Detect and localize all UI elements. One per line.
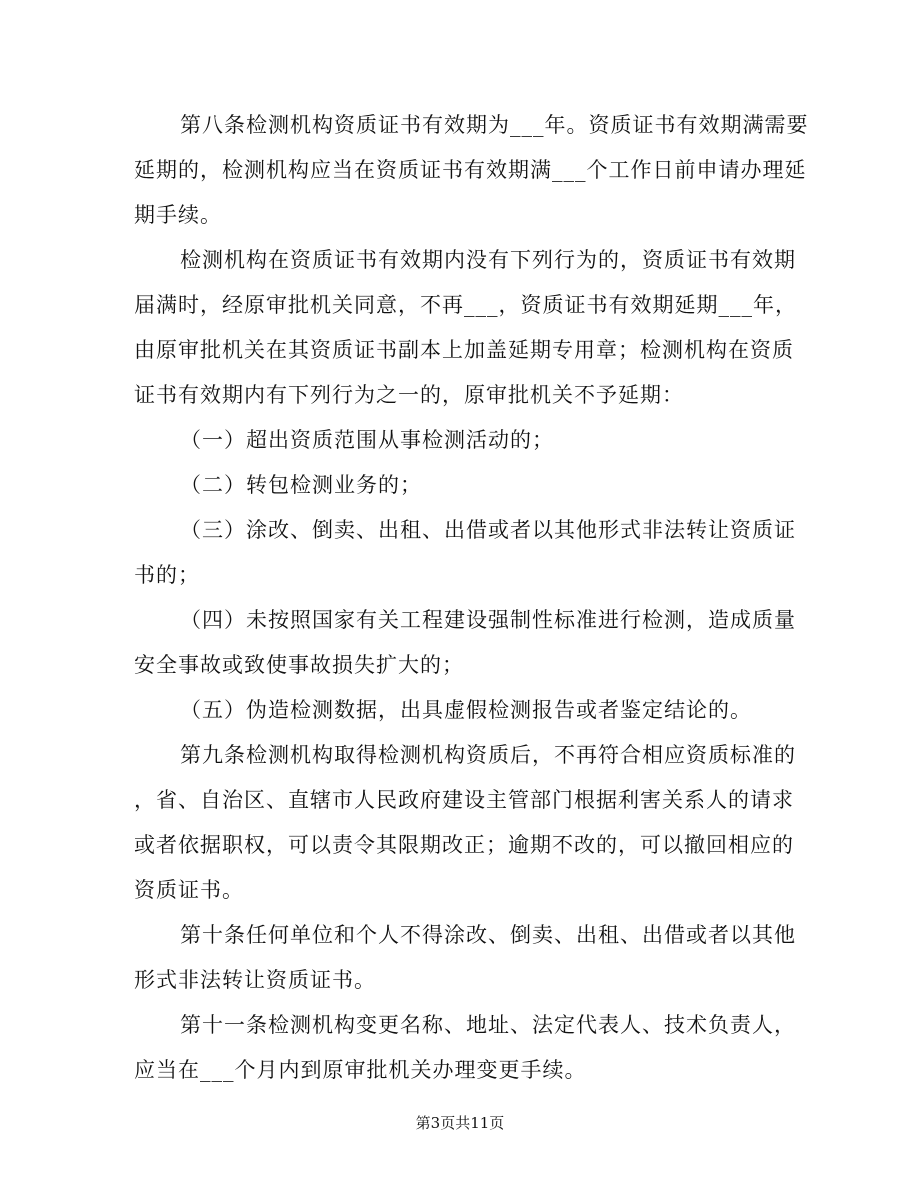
text-line: 延期的，检测机构应当在资质证书有效期满___个工作日前申请办理延 <box>134 158 807 182</box>
text-line: （二）转包检测业务的； <box>180 473 422 497</box>
list-item-3 <box>134 508 794 598</box>
paragraph-article-8 <box>134 103 809 238</box>
text-line: 证书有效期内有下列行为之一的，原审批机关不予延期： <box>134 383 684 407</box>
text-line: 安全事故或致使事故损失扩大的； <box>134 653 464 677</box>
list-item-5 <box>134 688 794 733</box>
text-line: 第九条检测机构取得检测机构资质后，不再符合相应资质标准的 <box>180 743 796 767</box>
paragraph-article-9 <box>134 733 794 913</box>
text-line: 形式非法转让资质证书。 <box>134 968 376 992</box>
text-line: 期手续。 <box>134 203 222 227</box>
list-item-1 <box>134 418 794 463</box>
text-line: ，省、自治区、直辖市人民政府建设主管部门根据利害关系人的请求 <box>134 788 794 812</box>
page-number-footer: 第3页共11页 <box>415 1114 505 1132</box>
text-line: 第八条检测机构资质证书有效期为___年。资质证书有效期满需要 <box>180 113 809 137</box>
text-line: （三）涂改、倒卖、出租、出借或者以其他形式非法转让资质证 <box>180 518 796 542</box>
text-line: （四）未按照国家有关工程建设强制性标准进行检测，造成质量 <box>180 608 796 632</box>
list-item-2 <box>134 463 794 508</box>
document-body <box>134 103 809 1093</box>
paragraph-article-10 <box>134 913 794 1003</box>
text-line: 书的； <box>134 563 200 587</box>
text-line: 第十条任何单位和个人不得涂改、倒卖、出租、出借或者以其他 <box>180 923 796 947</box>
paragraph-extension <box>134 238 797 418</box>
text-line: 资质证书。 <box>134 878 244 902</box>
text-line: 应当在___个月内到原审批机关办理变更手续。 <box>134 1058 587 1082</box>
list-item-4 <box>134 598 794 688</box>
text-line: 由原审批机关在其资质证书副本上加盖延期专用章；检测机构在资质 <box>134 338 794 362</box>
text-line: 第十一条检测机构变更名称、地址、法定代表人、技术负责人， <box>180 1013 796 1037</box>
text-line: （五）伪造检测数据，出具虚假检测报告或者鉴定结论的。 <box>180 698 752 722</box>
text-line: （一）超出资质范围从事检测活动的； <box>180 428 554 452</box>
text-line: 检测机构在资质证书有效期内没有下列行为的，资质证书有效期 <box>180 248 796 272</box>
text-line: 届满时，经原审批机关同意，不再___，资质证书有效期延期___年， <box>134 293 797 317</box>
text-line: 或者依据职权，可以责令其限期改正；逾期不改的，可以撤回相应的 <box>134 833 794 857</box>
paragraph-article-11 <box>134 1003 794 1093</box>
